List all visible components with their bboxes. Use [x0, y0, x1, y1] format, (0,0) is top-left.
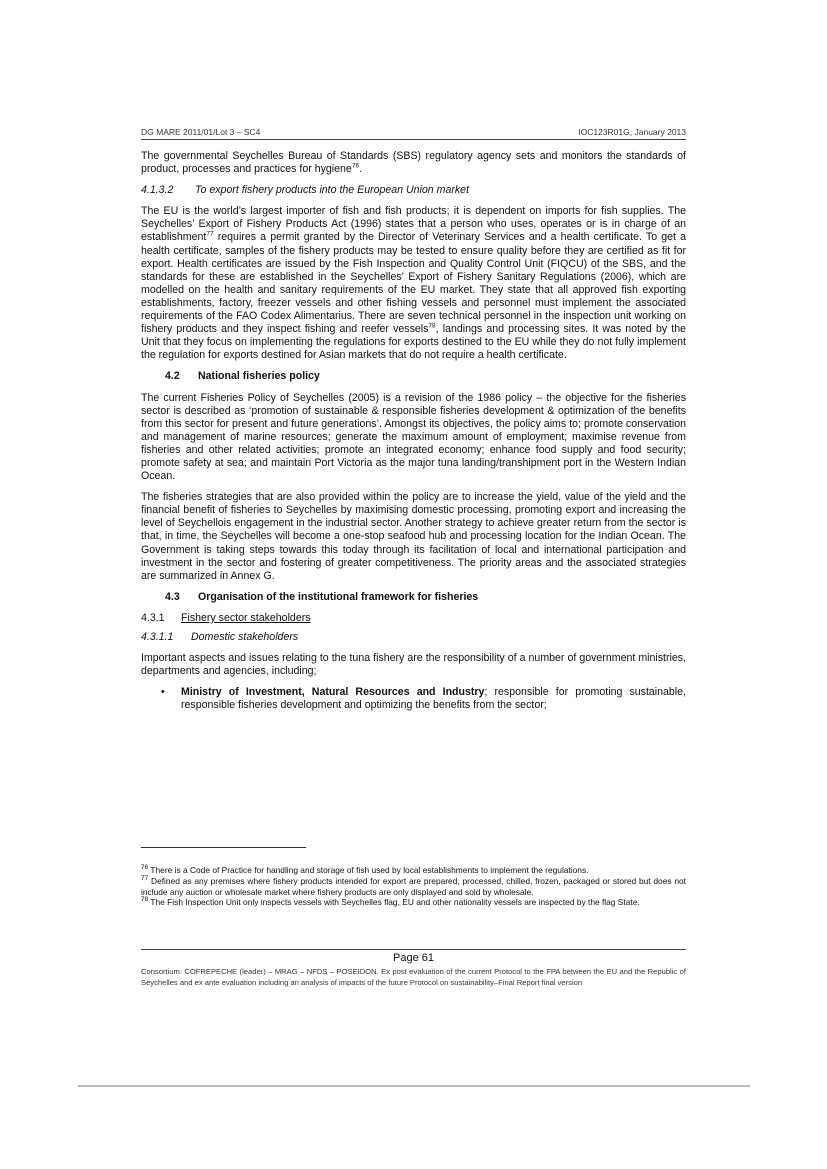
- paragraph-fisheries-policy: The current Fisheries Policy of Seychelles (2005) is a revision of the 1986 policy – the objective for the fisheries sector is described as ‘promotion of sustainable & responsible fisheries development & optimization of the benefits from this sector for present and future generations’. Amongst its objectives, the policy aims to; promote conservation and management of marine resources; generate the maximum amount of employment; maximise revenue from fisheries and other related activities; promote an integrated economy; enhance food supply and food security; promote safety at sea; and maintain Port Victoria as the major tuna landing/transhipment port in the Western Indian Ocean.: [141, 391, 686, 483]
- list-item: [141, 686, 686, 712]
- footer-consortium: Consortium: COFREPECHE (leader) – MRAG – NFDS – POSEIDON. Ex post evaluation of the current Protocol to the FPA between the EU and the Republic of Seychelles and ex ante evaluation including an analysis of impacts of the future Protocol on sustainability–Final Report final version: [141, 967, 686, 987]
- header-rule: [141, 139, 686, 140]
- footer-rule: [141, 949, 686, 950]
- section-title: To export fishery products into the European Union market: [195, 184, 470, 197]
- section-title: Fishery sector stakeholders: [181, 611, 311, 624]
- paragraph-sbs: [141, 150, 686, 176]
- footnote-text: Defined as any premises where fishery products intended for export are prepared, processed, chilled, frozen, packaged or stored but does not include any auction or wholesale market where fishery products are only displayed and sold by wholesale.: [141, 875, 686, 897]
- footnotes: [141, 865, 686, 908]
- header-left: DG MARE 2011/01/Lot 3 – SC4: [141, 127, 261, 137]
- footnote: [141, 865, 686, 876]
- paragraph-text: , landings and processing sites. It was noted by the Unit that they focus on implementing the regulations for exports destined to the EU while they do not fully implement the regulation for exports destined for Asian markets that do not require a health certificate.: [141, 323, 686, 362]
- ministry-name: Ministry of Investment, Natural Resources and Industry: [181, 686, 485, 699]
- page-number: Page 61: [393, 952, 434, 964]
- footnote: [141, 876, 686, 898]
- section-number: 4.3: [165, 590, 180, 603]
- list-item-rest: ; responsible for promoting sustainable, responsible fisheries development and optimizing the benefits from the sector;: [181, 686, 686, 712]
- paragraph-eu-export: [141, 205, 686, 362]
- footnote-ref[interactable]: 76: [351, 162, 360, 170]
- footnote-number: 77: [141, 875, 149, 882]
- heading-4-3: [141, 591, 686, 604]
- footnote-ref[interactable]: 77: [206, 230, 214, 238]
- section-title: National fisheries policy: [198, 370, 320, 383]
- section-title: Organisation of the institutional framework for fisheries: [198, 590, 479, 603]
- paragraph-end: .: [359, 163, 363, 176]
- footnote-text: There is a Code of Practice for handling and storage of fish used by local establishments to implement the regulations.: [148, 865, 589, 875]
- bullet-icon: •: [161, 686, 165, 699]
- page-body: [141, 150, 686, 712]
- footnote-text: The Fish Inspection Unit only inspects vessels with Seychelles flag, EU and other nationality vessels are inspected by the flag State.: [148, 897, 640, 908]
- section-title: Domestic stakeholders: [191, 631, 299, 643]
- heading-4-3-1: [141, 612, 686, 625]
- heading-4-1-3-2: [141, 184, 686, 197]
- page-bottom-divider: [78, 1085, 750, 1087]
- running-header: [141, 127, 686, 137]
- footnote-number: 78: [141, 896, 149, 904]
- paragraph-stakeholders-intro: Important aspects and issues relating to the tuna fishery are the responsibility of a number of government ministries, departments and agencies, including;: [141, 652, 686, 678]
- heading-4-3-1-1: [141, 631, 686, 644]
- footnote-number: 76: [141, 864, 149, 872]
- paragraph-text: requires a permit granted by the Director of Veterinary Services and a health certificate. To get a health certificate, samples of the fishery products may be tested to ensure quality before they are certified as fit for export. Health certificates are issued by the Fish Inspection and Quality Control Unit (FIQCU) of the SBS, and the standards for these are established in the Seychelles’ Export of Fishery Sanitary Regulations (2006), which are modelled on the health and sanitary requirements of the EU market. They state that all approved fish exporting establishments, factory, freezer vessels and other fishing vessels and personnel must implement the associated requirements of the FAO Codex Alimentarius. There are seven technical personnel in the inspection unit working on fishery products and they inspect fishing and reefer vessels: [141, 231, 686, 336]
- heading-4-2: [141, 370, 686, 383]
- footnote: [141, 897, 686, 908]
- header-right: IOC123R01G, January 2013: [578, 127, 686, 137]
- section-number: 4.1.3.2: [141, 184, 174, 197]
- list-item-text: [181, 686, 686, 712]
- section-number: 4.3.1.1: [141, 631, 174, 643]
- paragraph-fisheries-strategies: The fisheries strategies that are also provided within the policy are to increase the yield, value of the yield and the financial benefit of fisheries to Seychelles by maximising domestic processing, promoting export and increasing the level of Seychellois engagement in the industrial sector. Another strategy to achieve greater return from the sector is that, in time, the Seychelles will become a one-stop seafood hub and processing location for the Indian Ocean. The Government is taking steps towards this today through its facilitation of local and international participation and investment in the sector and fostering of greater competitiveness. The priority areas and the associated strategies are summarized in Annex G.: [141, 491, 686, 582]
- section-number: 4.2: [165, 370, 180, 383]
- paragraph-text: The governmental Seychelles Bureau of Standards (SBS) regulatory agency sets and monitors the standards of product, processes and practices for hygiene: [141, 150, 686, 176]
- paragraph-text: The EU is the world’s largest importer of fish and fish products; it is dependent on imports for fish supplies. The Seychelles’ Export of Fishery Products Act (1996) states that a person who uses, operates or is in charge of an establishment: [141, 205, 686, 244]
- footnote-separator: [141, 847, 306, 848]
- section-number: 4.3.1: [141, 611, 165, 624]
- footnote-ref[interactable]: 78: [428, 322, 436, 330]
